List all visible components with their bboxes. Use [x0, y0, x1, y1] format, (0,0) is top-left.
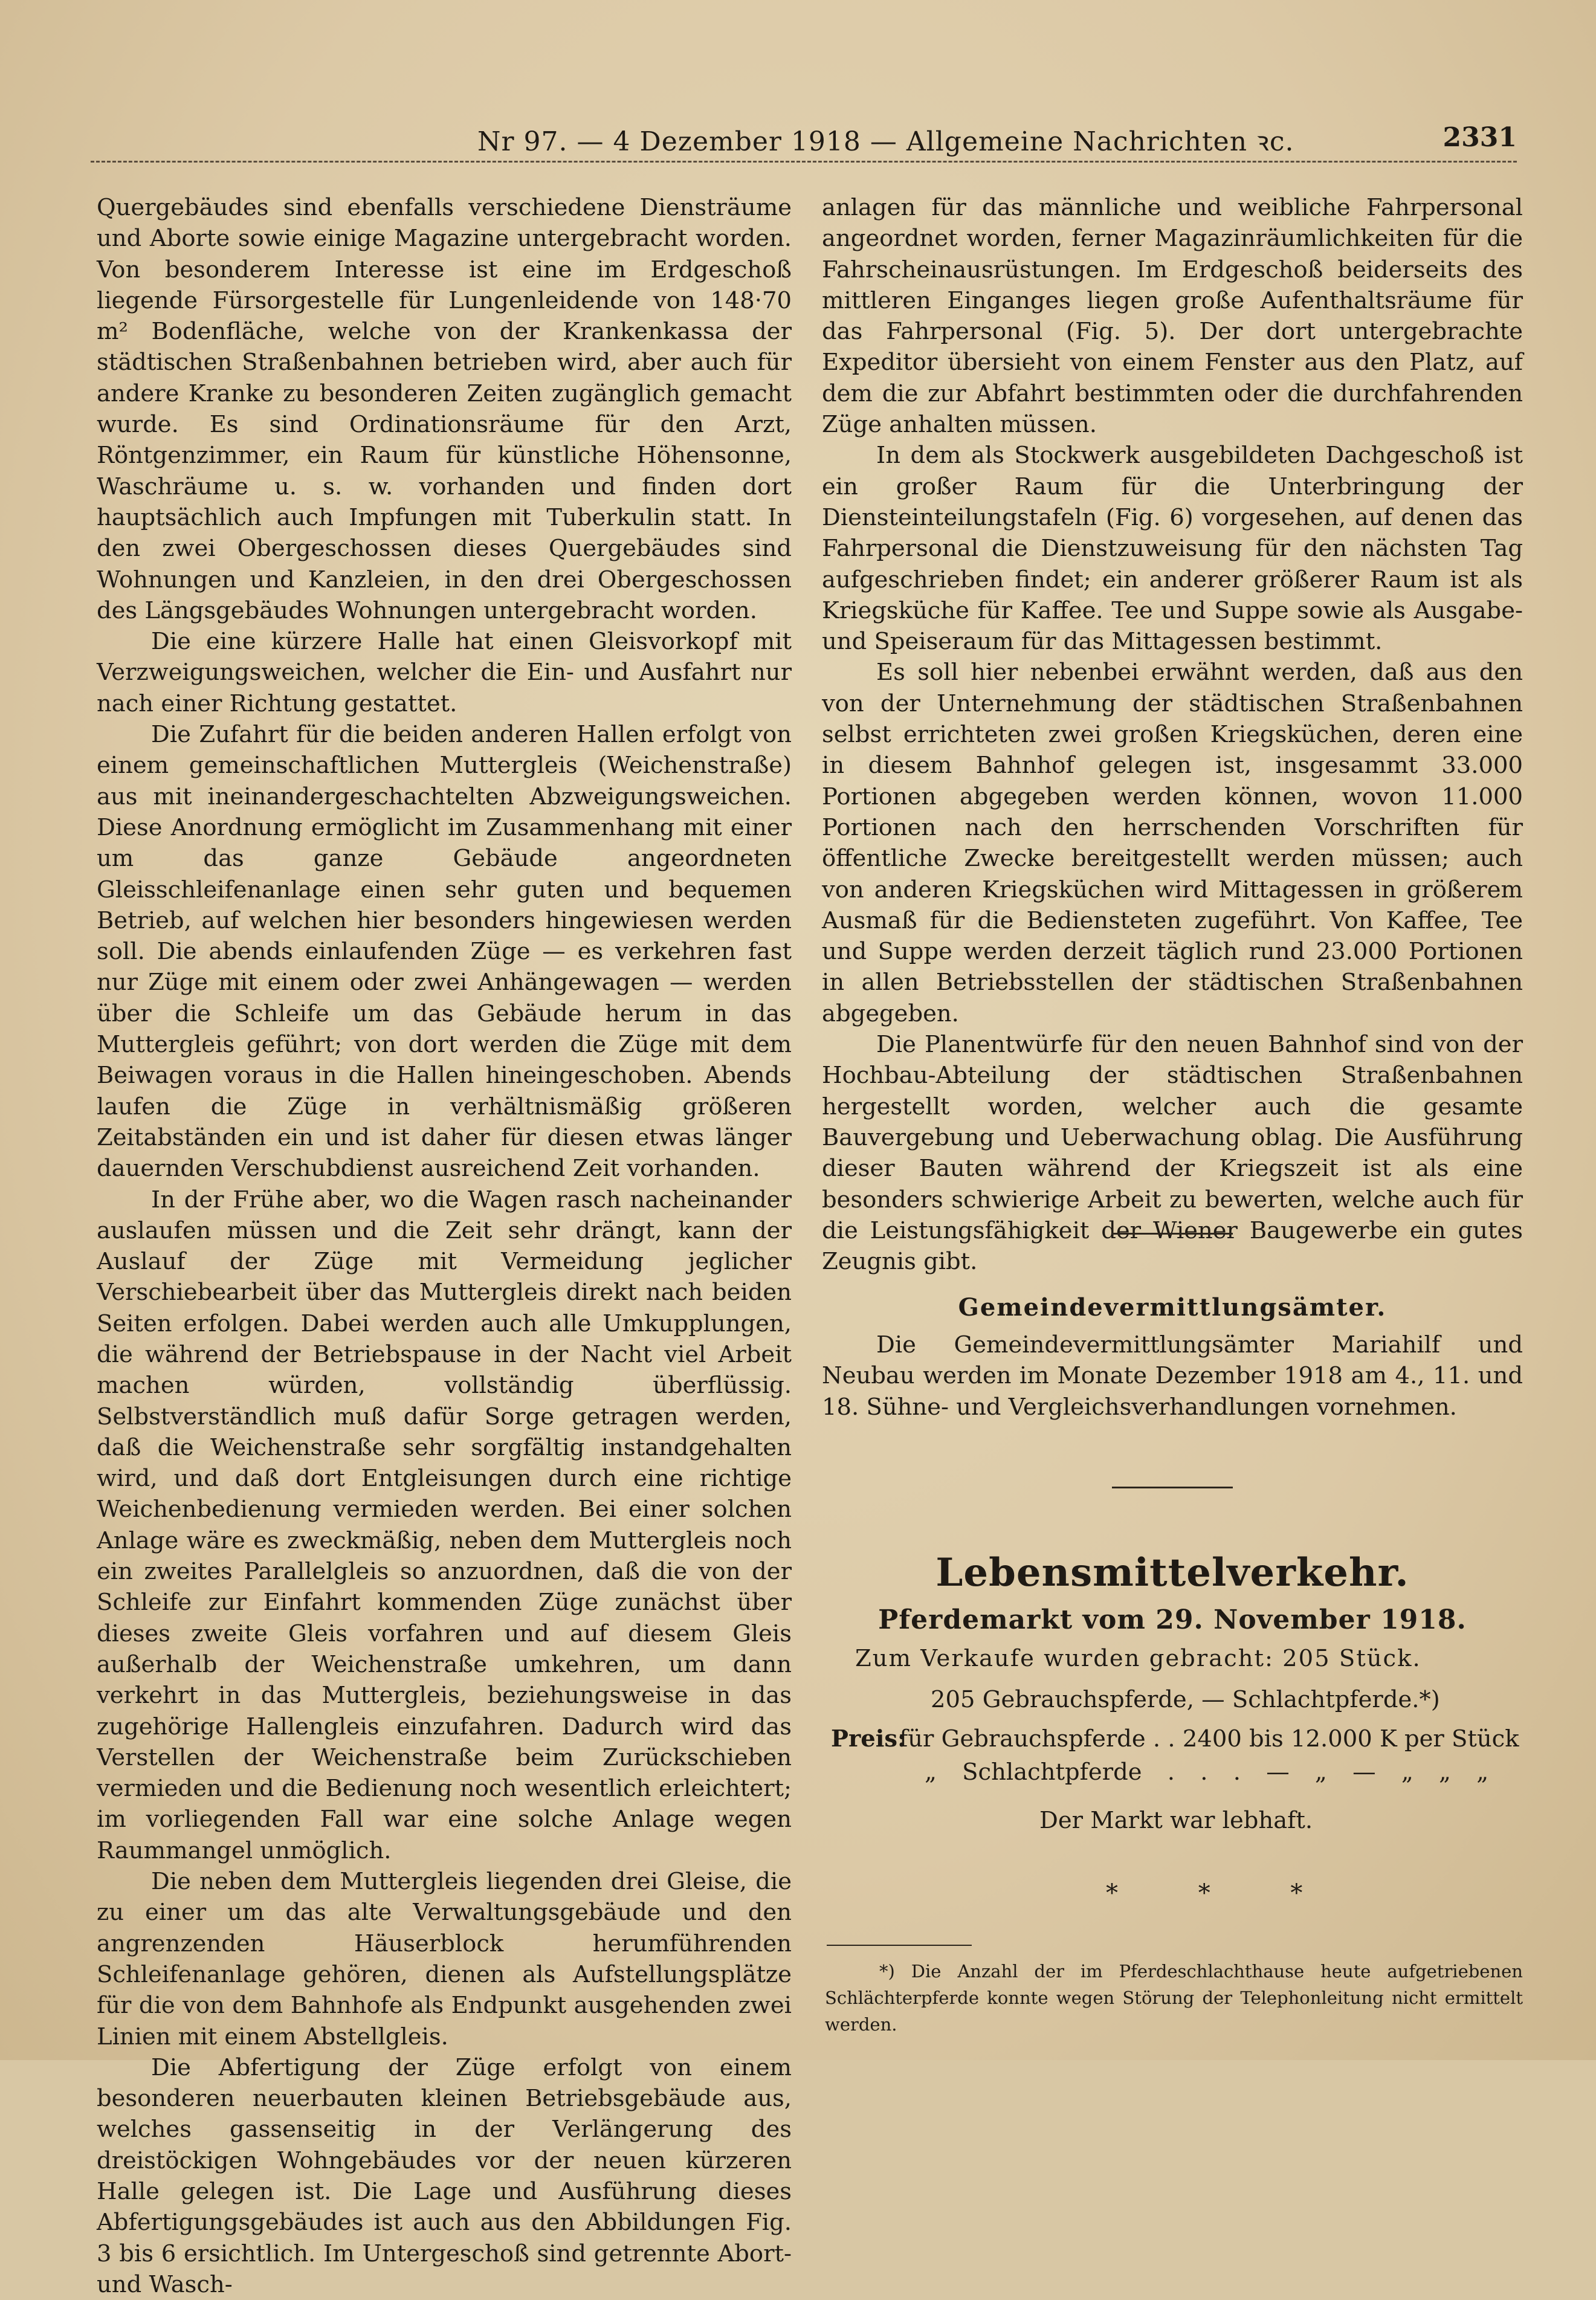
left-paragraph-3: Die Zufahrt für die beiden anderen Hallen erfolgt von einem gemeinschaftlichen Muttergleis (Weichenstraße) aus mit ineinandergeschachtelten Abzweigungsweichen. Diese Anordnung ermöglicht im Zusammenhang mit einer um das ganze Gebäude angeordneten Gleisschleifenanlage einen sehr guten und bequemen Betrieb, auf welchen hier besonders hingewiesen werden soll. Die abends einlaufenden Züge — es verkehren fast nur Züge mit einem oder zwei Anhängewagen — werden über die Schleife um das Gebäude herum in das Muttergleis geführt; von dort werden die Züge mit dem Beiwagen voraus in die Hallen hineingeschoben. Abends laufen die Züge in verhältnismäßig größeren Zeitabständen ein und ist daher für diesen etwas länger dauernden Verschubdienst ausreichend Zeit vorhanden. — [97, 721, 792, 1183]
right-paragraph-1: anlagen für das männliche und weibliche Fahrpersonal angeordnet worden, ferner Magazinräumlichkeiten für die Fahrscheinausrüstungen. Im Erdgeschoß beiderseits des mittleren Einganges liegen große Aufenthaltsräume für das Fahrpersonal (Fig. 5). Der dort untergebrachte Expeditor übersieht von einem Fenster aus den Platz, auf dem die zur Abfahrt bestimmten oder die durchfahrenden Züge anhalten müssen. — [822, 194, 1523, 439]
gemeinde-section-title: Gemeindevermittlungsämter. — [958, 1293, 1387, 1322]
price-row-gebrauchspferde: für Gebrauchspferde . . 2400 bis 12.000 K per Stück — [899, 1725, 1519, 1752]
asterism: * * * — [1106, 1879, 1339, 1907]
footnote — [825, 1958, 1523, 2038]
gemeinde-section — [822, 1329, 1523, 1423]
right-paragraph-2: In dem als Stockwerk ausgebildeten Dachgeschoß ist ein großer Raum für die Unterbringung der Diensteinteilungstafeln (Fig. 6) vorgesehen, auf denen das Fahrpersonal die Dienstzuweisung für den nächsten Tag aufgeschrieben findet; ein anderer größerer Raum ist als Kriegsküche für Kaffee. Tee und Suppe sowie als Ausgabe- und Speiseraum für das Mittagessen bestimmt. — [822, 442, 1523, 656]
left-column — [97, 192, 792, 2300]
section-separator-1 — [1112, 1233, 1233, 1235]
price-label: Preis: — [831, 1725, 906, 1752]
header-title: Nr 97. — 4 Dezember 1918 — Allgemeine Nachrichten ꝛc. — [477, 126, 1294, 157]
gebrauchspferde-line: 205 Gebrauchspferde, — Schlachtpferde.*) — [931, 1686, 1440, 1713]
left-paragraph-4: In der Frühe aber, wo die Wagen rasch nacheinander auslaufen müssen und die Zeit sehr drängt, kann der Auslauf der Züge mit Vermeidung jeglicher Verschiebearbeit über das Muttergleis direkt nach beiden Seiten erfolgen. Dabei werden auch alle Umkupplungen, die während der Betriebspause in der Nacht viel Arbeit machen würden, vollständig überflüssig. Selbstverständlich muß dafür Sorge getragen werden, daß die Weichenstraße sehr sorgfältig instandgehalten wird, und daß dort Entgleisungen durch eine richtige Weichenbedienung vermieden werden. Bei einer solchen Anlage wäre es zweckmäßig, neben dem Muttergleis noch ein zweites Parallelgleis so anzuordnen, daß die von der Schleife zur Einfahrt kommenden Züge zunächst über dieses zweite Gleis vorfahren und auf diesem Gleis außerhalb der Weichenstraße umkehren, um dann verkehrt in das Muttergleis, beziehungsweise in das zugehörige Hallengleis einzufahren. Dadurch wird das Verstellen der Weichenstraße beim Zurückschieben vermieden und die Bedienung noch wesentlich erleichtert; im vorliegenden Fall war eine solche Anlage wegen Raummangel unmöglich. — [97, 1186, 792, 1864]
section-separator-2 — [1112, 1487, 1233, 1488]
page-header — [91, 116, 1517, 164]
verkauf-line: Zum Verkaufe wurden gebracht: 205 Stück. — [855, 1645, 1421, 1672]
right-paragraph-4: Die Planentwürfe für den neuen Bahnhof sind von der Hochbau-Abteilung der städtischen Straßenbahnen hergestellt worden, welcher auch die gesamte Bauvergebung und Ueberwachung oblag. Die Ausführung dieser Bauten während der Kriegszeit ist als eine besonders schwierige Arbeit zu bewerten, welche auch für die Leistungsfähigkeit der Wiener Baugewerbe ein gutes Zeugnis gibt. — [822, 1031, 1523, 1276]
page-number: 2331 — [1443, 122, 1517, 153]
right-paragraph-3: Es soll hier nebenbei erwähnt werden, daß aus den von der Unternehmung der städtischen Straßenbahnen selbst errichteten zwei großen Kriegsküchen, deren eine in diesem Bahnhof gelegen ist, insgesammt 33.000 Portionen abgegeben werden können, wovon 11.000 Portionen nach den herrschenden Vorschriften für öffentliche Zwecke bereitgestellt werden müssen; auch von anderen Kriegsküchen wird Mittagessen in größerem Ausmaß für die Bediensteten zugeführt. Von Kaffee, Tee und Suppe werden derzeit täglich rund 23.000 Portionen in allen Betriebsstellen der städtischen Straßenbahnen abgegeben. — [822, 659, 1523, 1027]
price-row-schlachtpferde: „ Schlachtpferde . . . — „ — „ „ „ — [925, 1759, 1489, 1786]
right-column — [822, 192, 1523, 1277]
left-paragraph-1: Quergebäudes sind ebenfalls verschiedene Diensträume und Aborte sowie einige Magazine untergebracht worden. Von besonderem Interesse ist eine im Erdgeschoß liegende Fürsorgestelle für Lungenleidende von 148·70 m² Bodenfläche, welche von der Krankenkassa der städtischen Straßenbahnen betrieben wird, aber auch für andere Kranke zu besonderen Zeiten zugänglich gemacht wurde. Es sind Ordinationsräume für den Arzt, Röntgenzimmer, ein Raum für künstliche Höhensonne, Waschräume u. s. w. vorhanden und finden dort hauptsächlich auch Impfungen mit Tuberkulin statt. In den zwei Obergeschossen dieses Quergebäudes sind Wohnungen und Kanzleien, in den drei Obergeschossen des Längsgebäudes Wohnungen untergebracht worden. — [97, 194, 792, 624]
market-status: Der Markt war lebhaft. — [1039, 1807, 1313, 1834]
footnote-rule — [827, 1945, 972, 1946]
left-paragraph-2: Die eine kürzere Halle hat einen Gleisvorkopf mit Verzweigungsweichen, welcher die Ein- und Ausfahrt nur nach einer Richtung gestattet. — [97, 628, 792, 717]
gemeinde-paragraph: Die Gemeindevermittlungsämter Mariahilf und Neubau werden im Monate Dezember 1918 am 4., 11. und 18. Sühne- und Vergleichsverhandlungen vornehmen. — [822, 1331, 1523, 1421]
footnote-text: *) Die Anzahl der im Pferdeschlachthause heute aufgetriebenen Schlächterpferde konnte wegen Störung der Telephonleitung nicht ermittelt werden. — [825, 1961, 1523, 2035]
left-paragraph-5: Die neben dem Muttergleis liegenden drei Gleise, die zu einer um das alte Verwaltungsgebäude und den angrenzenden Häuserblock herumführenden Schleifenanlage gehören, dienen als Aufstellungsplätze für die von dem Bahnhofe als Endpunkt ausgehenden zwei Linien mit einem Abstellgleis. — [97, 1868, 792, 2050]
header-rule — [91, 161, 1517, 163]
lebensmittel-title: Lebensmittelverkehr. — [935, 1550, 1409, 1595]
pferdemarkt-subtitle: Pferdemarkt vom 29. November 1918. — [878, 1604, 1467, 1635]
left-paragraph-6: Die Abfertigung der Züge erfolgt von einem besonderen neuerbauten kleinen Betriebsgebäude aus, welches gassenseitig in der Verlängerung des dreistöckigen Wohngebäudes vor der neuen kürzeren Halle gelegen ist. Die Lage und Ausführung dieses Abfertigungsgebäudes ist auch aus den Abbildungen Fig. 3 bis 6 ersichtlich. Im Untergeschoß sind getrennte Abort- und Wasch- — [97, 2053, 792, 2298]
